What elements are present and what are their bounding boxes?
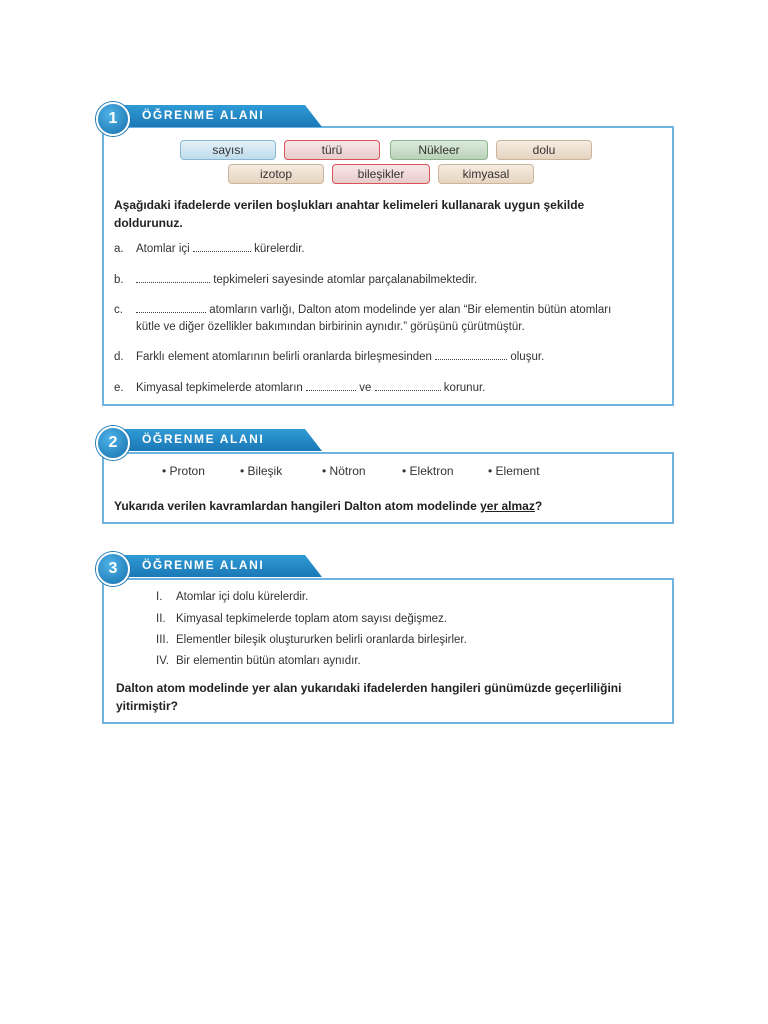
item-a (114, 241, 305, 257)
section-3-number: 3 (96, 552, 130, 586)
roman-numeral: II. (156, 613, 166, 625)
item-text: Farklı element atomlarının belirli oranlarda birleşmesinden (136, 351, 432, 363)
section-2-header (96, 426, 336, 458)
keyword-dolu: dolu (496, 140, 592, 160)
item-text: oluşur. (510, 351, 545, 363)
item-text: kürelerdir. (254, 243, 305, 255)
section-2-question (114, 497, 654, 515)
blank-field[interactable] (193, 241, 251, 252)
concept-elektron: • Elektron (402, 464, 454, 478)
section-3 (96, 552, 676, 726)
keyword-sayisi: sayısı (180, 140, 276, 160)
item-d (114, 349, 544, 365)
item-c (114, 302, 611, 318)
item-label: d. (114, 351, 124, 363)
item-text: tepkimeleri sayesinde atomlar parçalanabilmektedir. (213, 274, 478, 286)
item-label: e. (114, 382, 124, 394)
section-3-question: Dalton atom modelinde yer alan yukarıdaki ifadelerden hangileri günümüzde geçerliliğini yitirmiştir? (116, 681, 622, 713)
statement-text: Kimyasal tepkimelerde toplam atom sayısı değişmez. (176, 613, 447, 625)
concept-bilesik: • Bileşik (240, 464, 283, 478)
blank-field[interactable] (375, 380, 441, 391)
item-text: Kimyasal tepkimelerde atomların (136, 382, 303, 394)
question-mark: ? (534, 499, 543, 513)
keyword-kimyasal: kimyasal (438, 164, 534, 184)
section-2 (96, 426, 676, 526)
statement-4 (156, 653, 361, 669)
keyword-izotop: izotop (228, 164, 324, 184)
statement-text: Bir elementin bütün atomları aynıdır. (176, 655, 361, 667)
section-3-header (96, 552, 336, 584)
section-2-title: ÖĞRENME ALANI (142, 432, 265, 446)
statement-text: Elementler bileşik oluştururken belirli oranlarda birleşirler. (176, 634, 467, 646)
section-1-title: ÖĞRENME ALANI (142, 108, 265, 122)
keyword-nukleer: Nükleer (390, 140, 488, 160)
section-2-number: 2 (96, 426, 130, 460)
item-b (114, 272, 477, 288)
section-3-title: ÖĞRENME ALANI (142, 558, 265, 572)
statement-1 (156, 589, 308, 605)
item-text: atomların varlığı, Dalton atom modelinde yer alan “Bir elementin bütün atomları (209, 304, 612, 316)
item-label: a. (114, 243, 124, 255)
keyword-bilesikler: bileşikler (332, 164, 430, 184)
item-label: b. (114, 274, 124, 286)
concept-proton: • Proton (162, 464, 205, 478)
item-e (114, 380, 485, 396)
item-text: ve (359, 382, 372, 394)
concept-element: • Element (488, 464, 540, 478)
concept-notron: • Nötron (322, 464, 366, 478)
question-text: Yukarıda verilen kavramlardan hangileri Dalton atom modelinde (114, 499, 481, 513)
keyword-turu: türü (284, 140, 380, 160)
blank-field[interactable] (306, 380, 356, 391)
statement-3 (156, 632, 467, 648)
item-c-line2: kütle ve diğer özellikler bakımından birbirinin aynıdır.” görüşünü çürütmüştür. (136, 321, 525, 333)
roman-numeral: I. (156, 591, 163, 603)
statement-2 (156, 611, 447, 627)
roman-numeral: IV. (156, 655, 170, 667)
item-text: korunur. (443, 382, 486, 394)
section-1-question: Aşağıdaki ifadelerde verilen boşlukları anahtar kelimeleri kullanarak uygun şekilde doldurunuz. (114, 198, 585, 230)
roman-numeral: III. (156, 634, 169, 646)
blank-field[interactable] (136, 272, 210, 283)
item-label: c. (114, 304, 123, 316)
question-underlined: yer almaz (480, 499, 535, 513)
section-1-header (96, 102, 336, 134)
section-1 (96, 102, 676, 406)
item-text: Atomlar içi (136, 243, 190, 255)
section-1-number: 1 (96, 102, 130, 136)
blank-field[interactable] (435, 349, 507, 360)
statement-text: Atomlar içi dolu kürelerdir. (176, 591, 309, 603)
blank-field[interactable] (136, 302, 206, 313)
